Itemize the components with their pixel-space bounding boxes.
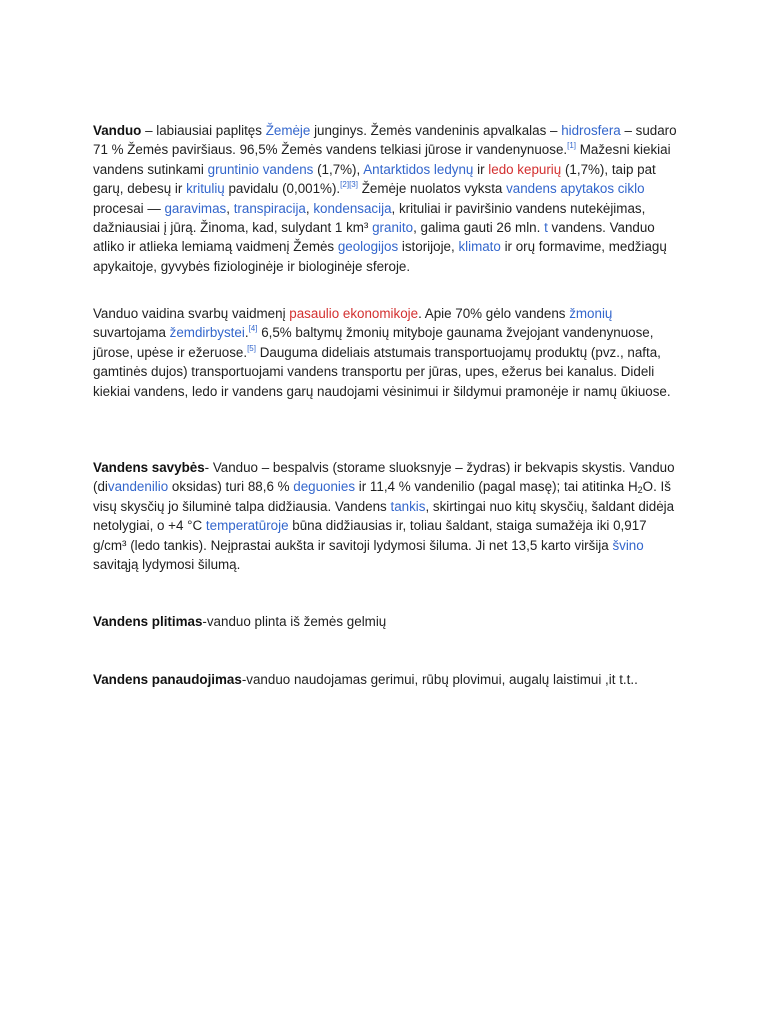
link-t[interactable]: t	[544, 220, 548, 236]
paragraph-properties: Vandens savybės- Vanduo – bespalvis (storame sluoksnyje – žydras) ir bekvapis skystis. Vanduo (divandenilio oksidas) turi 88,6 % deguonies ir 11,4 % vandenilio (pagal masę); tai atitinka $H_2O$. Iš visų skysčių jo šiluminė talpa didžiausia. Vandens tankis, skirtingai nuo kitų skysčių, šaldant didėja netolygiai, o +4 °C temperatūroje būna didžiausias ir, toliau šaldant, staiga sumažėja iki 0,917 g/cm³ (ledo tankis). Neįprastai aukšta ir savitoji lydymosi šiluma. Ji net 13,5 karto viršija švino savitąją lydymosi šilumą.	[93, 460, 675, 573]
link-geologijos[interactable]: geologijos	[337, 239, 399, 255]
link-granito[interactable]: granito	[372, 220, 414, 236]
link-kondensacija[interactable]: kondensacija	[313, 200, 392, 216]
reference-5[interactable]: [5]	[247, 343, 256, 353]
term-vandens-panaudojimas: Vandens panaudojimas	[93, 672, 242, 687]
paragraph-usage: Vandens panaudojimas-vanduo naudojamas gerimui, rūbų plovimui, augalų laistimui ,it t.t..	[93, 672, 638, 687]
link-temperaturoje[interactable]: temperatūroje	[205, 518, 289, 534]
link-zmoniu[interactable]: žmonių	[569, 306, 613, 321]
paragraph-spread: Vandens plitimas-vanduo plinta iš žemės gelmių	[93, 614, 387, 629]
link-vandens-apytakos-ciklo[interactable]: vandens apytakos ciklo	[506, 181, 645, 197]
redlink-ledo-kepuriu[interactable]: ledo kepurių	[488, 161, 562, 177]
link-garavimas[interactable]: garavimas	[164, 200, 227, 216]
link-hidrosfera[interactable]: hidrosfera	[561, 123, 621, 138]
link-krituliu[interactable]: kritulių	[186, 181, 225, 197]
reference-4[interactable]: [4]	[248, 324, 258, 334]
link-deguonies[interactable]: deguonies	[293, 479, 356, 495]
link-klimato[interactable]: klimato	[458, 239, 501, 255]
reference-2[interactable]: [2]	[340, 180, 350, 190]
link-tankis[interactable]: tankis	[390, 498, 426, 514]
term-vandens-plitimas: Vandens plitimas	[93, 614, 203, 629]
term-vanduo: Vanduo	[93, 123, 142, 138]
link-svino[interactable]: švino	[612, 537, 644, 553]
reference-1[interactable]: [1]	[567, 141, 577, 151]
link-vandenilio[interactable]: vandenilio	[107, 479, 169, 495]
redlink-pasaulio-ekonomikoje[interactable]: pasaulio ekonomikoje	[289, 306, 419, 321]
paragraph-intro: Vanduo – labiausiai paplitęs Žemėje junginys. Žemės vandeninis apvalkalas – hidrosfera – sudaro 71 % Žemės paviršiaus. 96,5% Žemės vandens telkiasi jūrose ir vandenynuose.[1] Mažesni kiekiai vandens sutinkami gruntinio vandens (1,7%), Antarktidos ledynų ir ledo kepurių (1,7%), taip pat garų, debesų ir kritulių pavidalu (0,001%).[2][3] Žemėje nuolatos vyksta vandens apytakos ciklo procesai — garavimas, transpiracija, kondensacija, krituliai ir paviršinio vandens nutekėjimas, dažniausiai į jūrą. Žinoma, kad, sulydant 1 km³ granito, galima gauti 26 mln. t vandens. Vanduo atliko ir atlieka lemiamą vaidmenį Žemės geologijos istorijoje, klimato ir orų formavime, medžiagų apykaitoje, gyvybės fiziologinėje ir biologinėje sferoje.	[93, 123, 677, 274]
link-transpiracija[interactable]: transpiracija	[233, 200, 306, 216]
link-antarktidos-ledynu[interactable]: Antarktidos ledynų	[363, 161, 474, 177]
link-zeme[interactable]: Žemėje	[265, 123, 311, 138]
reference-3[interactable]: [3]	[349, 180, 358, 190]
term-vandens-savybes: Vandens savybės	[93, 460, 205, 475]
paragraph-economy: Vanduo vaidina svarbų vaidmenį pasaulio ekonomikoje. Apie 70% gėlo vandens žmonių suvartojama žemdirbystei.[4] 6,5% baltymų žmonių mityboje gaunama žvejojant vandenynuose, jūrose, upėse ir ežeruose.[5] Dauguma dideliais atstumais transportuojamų produktų (pvz., nafta, gamtinės dujos) transportuojami vandens transportu per jūras, upes, ežerus bei kanalus. Dideli kiekiai vandens, ledo ir vandens garų naudojami vėsinimui ir šildymui pramonėje ir namų ūkiuose.	[93, 306, 671, 399]
link-gruntinio-vandens[interactable]: gruntinio vandens	[207, 161, 314, 177]
link-zemdirbystei[interactable]: žemdirbystei	[169, 325, 245, 341]
